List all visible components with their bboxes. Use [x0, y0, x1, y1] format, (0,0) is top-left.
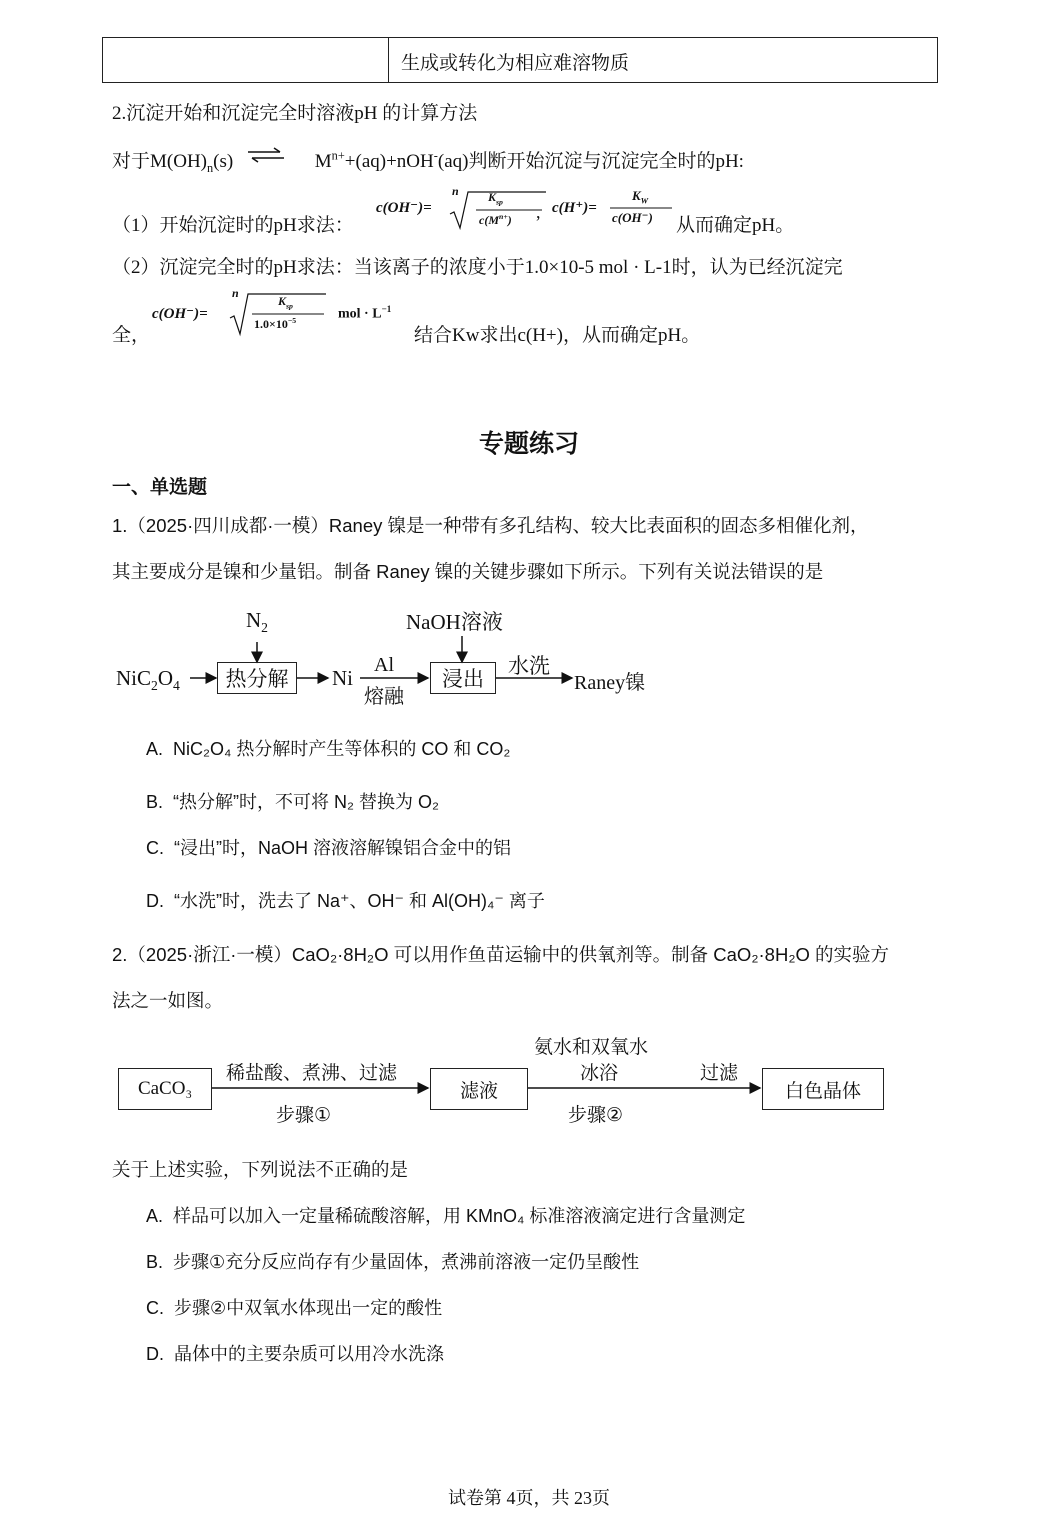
q1-n2: $N_2$	[246, 608, 268, 636]
eq-right: M	[314, 151, 332, 172]
q1-start: $NiC_2O_4$	[116, 666, 180, 694]
f2-lhs: c(H⁺)=	[552, 200, 597, 216]
q1-wash: 水洗	[508, 654, 550, 678]
q2-filter: 过滤	[700, 1062, 739, 1084]
eq-right-sup: n+	[331, 148, 345, 163]
q1-option-b[interactable]: B. “热分解”时，不可将 N₂ 替换为 O₂	[146, 792, 439, 812]
item2-suffix: 结合Kw求出c(H+)，从而确定pH。	[414, 325, 701, 346]
q2-line1: 2.（2025·浙江·一模）CaO₂·8H₂O 可以用作鱼苗运输中的供氧剂等。制备 CaO₂·8H₂O 的实验方	[112, 944, 890, 965]
equilibrium-arrow-icon	[246, 147, 290, 163]
f1-num: $K_{sp}$	[488, 190, 503, 207]
q2-step1-bottom: 步骤①	[276, 1104, 332, 1126]
q1-al: Al	[374, 654, 394, 676]
q1-line2: 其主要成分是镍和少量铝。制备 Raney 镍的关键步骤如下所示。下列有关说法错误的是	[112, 561, 824, 582]
q2-box-crystal: 白色晶体	[762, 1068, 884, 1110]
q2-option-d[interactable]: D. 晶体中的主要杂质可以用冷水洗涤	[146, 1344, 445, 1364]
practice-title: 专题练习	[478, 430, 579, 458]
table-divider	[388, 38, 389, 82]
q2-stem: 关于上述实验，下列说法不正确的是	[112, 1159, 409, 1180]
f1-root-index: n	[452, 184, 459, 198]
f2-den: c(OH⁻)	[612, 210, 653, 225]
item2-line1: （2）沉淀完全时的pH求法：当该离子的浓度小于1.0×10-5 mol · L-1时，认为已经沉淀完	[112, 257, 843, 278]
q2-step1-top: 稀盐酸、煮沸、过滤	[226, 1062, 398, 1084]
q2-option-b[interactable]: B. 步骤①充分反应尚存有少量固体，煮沸前溶液一定仍呈酸性	[146, 1252, 640, 1272]
eq-mid: (s)	[213, 151, 234, 172]
f1-lhs: c(OH⁻)=	[376, 200, 432, 216]
part1-heading: 一、单选题	[112, 477, 208, 498]
f3-lhs: c(OH⁻)=	[152, 306, 208, 322]
item1-suffix: 从而确定pH。	[676, 215, 795, 236]
q1-box-leach: 浸出	[430, 662, 496, 694]
equilibrium-line	[112, 146, 744, 176]
q2-box-caco3: CaCO₃	[118, 1068, 212, 1110]
f3-root-index: n	[232, 286, 239, 300]
q1-flow-diagram	[116, 604, 676, 714]
q1-option-d[interactable]: D. “水洗”时，洗去了 Na⁺、OH⁻ 和 Al(OH)₄⁻ 离子	[146, 891, 545, 911]
formula-h-ion	[552, 184, 677, 234]
eq-rest-sup: -	[433, 148, 438, 163]
f3-num: $K_{sp}$	[278, 294, 293, 311]
f1-comma: ,	[536, 202, 541, 222]
eq-left: 对于M(OH)	[112, 151, 207, 172]
q2-flow-diagram	[116, 1030, 888, 1132]
item1-prefix: （1）开始沉淀时的pH求法：	[112, 215, 354, 236]
table-cell-right: 生成或转化为相应难溶物质	[401, 53, 630, 74]
f1-den: $c(M^{n+})$	[479, 212, 512, 227]
formula-complete-ph	[152, 286, 412, 342]
f2-num: $K_W$	[632, 188, 649, 206]
q2-step2-bottom: 步骤②	[568, 1104, 624, 1126]
q1-melt: 熔融	[364, 686, 404, 708]
q1-naoh: NaOH溶液	[406, 610, 503, 634]
formula-start-ph	[376, 184, 546, 234]
q1-line1: 1.（2025·四川成都·一模）Raney 镍是一种带有多孔结构、较大比表面积的固态多相催化剂，	[112, 515, 869, 536]
section2-heading: 2.沉淀开始和沉淀完全时溶液pH 的计算方法	[112, 103, 478, 124]
q2-option-a[interactable]: A. 样品可以加入一定量稀硫酸溶解，用 KMnO₄ 标准溶液滴定进行含量测定	[146, 1206, 746, 1226]
q1-option-a[interactable]: A. NiC₂O₄ 热分解时产生等体积的 CO 和 CO₂	[146, 739, 511, 759]
q2-option-c[interactable]: C. 步骤②中双氧水体现出一定的酸性	[146, 1298, 443, 1318]
item2-prefix: 全，	[112, 325, 151, 346]
eq-left-sub: n	[207, 160, 214, 175]
q1-end: Raney镍	[574, 672, 646, 694]
page-footer: 试卷第 4页，共 23页	[448, 1488, 610, 1508]
q1-box-pyrolysis: 热分解	[217, 662, 297, 694]
f3-unit: mol · $L^{-1}$	[338, 304, 392, 322]
q1-ni: Ni	[332, 666, 353, 690]
top-table	[102, 37, 938, 83]
q2-box-filtrate: 滤液	[430, 1068, 528, 1110]
q2-line2: 法之一如图。	[112, 990, 224, 1011]
q1-option-c[interactable]: C. “浸出”时，NaOH 溶液溶解镍铝合金中的铝	[146, 838, 512, 858]
eq-end: (aq)判断开始沉淀与沉淀完全时的pH:	[437, 151, 744, 172]
q2-step2-top2: 冰浴	[580, 1062, 619, 1084]
q2-step2-top1: 氨水和双氧水	[534, 1036, 649, 1058]
eq-rest: +(aq)+nOH	[344, 151, 434, 172]
f3-den: $1.0\times 10^{-5}$	[254, 316, 297, 331]
